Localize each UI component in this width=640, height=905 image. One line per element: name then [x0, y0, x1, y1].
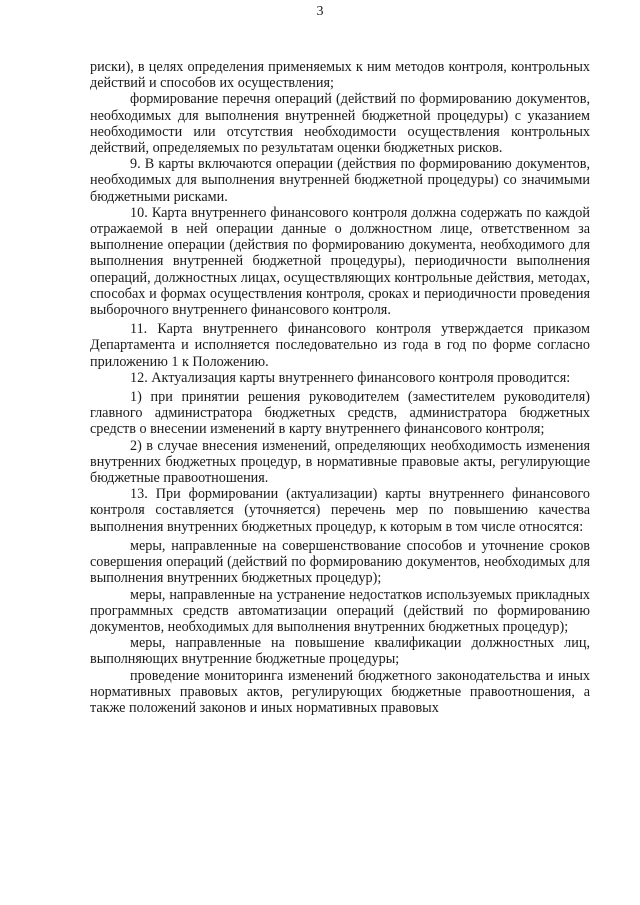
paragraph-monitoring: проведение мониторинга изменений бюджетного законодательства и иных нормативных правовых актов, регулирующих бюджетные правоотношения, а также положений законов и иных нормативных правовых: [90, 667, 590, 716]
document-body: [90, 59, 590, 716]
paragraph-measures-software: меры, направленные на устранение недостатков используемых прикладных программных средств автоматизации операций (действий по формированию документов, необходимых для выполнения внутренних бюджетных процедур);: [90, 586, 590, 635]
paragraph-clause-12: 12. Актуализация карты внутреннего финансового контроля проводится:: [130, 369, 571, 386]
paragraph-clause-12-item-2: 2) в случае внесения изменений, определяющих необходимость изменения внутренних бюджетных процедур, в нормативные правовые акты, регулирующие бюджетные правоотношения.: [90, 437, 590, 487]
paragraph-risks-continuation: риски), в целях определения применяемых к ним методов контроля, контрольных действий и способов их осуществления;: [90, 59, 590, 92]
paragraph-clause-13: 13. При формировании (актуализации) карты внутреннего финансового контроля составляется (уточняется) перечень мер по повышению качества выполнения внутренних бюджетных процедур, к которым в том числе относятся:: [90, 486, 590, 535]
paragraph-clause-9: 9. В карты включаются операции (действия по формированию документов, необходимых для выполнения внутренней бюджетной процедуры) со значимыми бюджетными рисками.: [90, 156, 590, 205]
paragraph-measures-methods: меры, направленные на совершенствование способов и уточнение сроков совершения операций (действий по формированию документов, необходимых для выполнения внутренних бюджетных процедур);: [90, 537, 590, 587]
paragraph-clause-10: 10. Карта внутреннего финансового контроля должна содержать по каждой отражаемой в ней операции данные о должностном лице, ответственном за выполнение операции (действия по формированию документа, необходимого для выполнения внутренней бюджетной процедуры), периодичности выполнения операций, должностных лицах, осуществляющих контрольные действия, методах, способах и формах осуществления контроля, сроках и периодичности проведения выборочного внутреннего финансового контроля.: [90, 204, 590, 319]
paragraph-measures-qualification: меры, направленные на повышение квалификации должностных лиц, выполняющих внутренние бюджетные процедуры;: [90, 635, 590, 668]
page-number: 3: [316, 4, 324, 19]
paragraph-clause-12-item-1: 1) при принятии решения руководителем (заместителем руководителя) главного администратора бюджетных средств, администратора бюджетных средств о внесении изменений в карту внутреннего финансового контроля;: [90, 389, 590, 438]
paragraph-clause-11: 11. Карта внутреннего финансового контроля утверждается приказом Департамента и исполняется последовательно из года в год по форме согласно приложению 1 к Положению.: [90, 321, 590, 370]
paragraph-operations-list: формирование перечня операций (действий по формированию документов, необходимых для выполнения внутренней бюджетной процедуры) с указанием необходимости или отсутствия необходимости осуществления контрольных действий, определяемых по результатам оценки бюджетных рисков.: [90, 91, 590, 157]
